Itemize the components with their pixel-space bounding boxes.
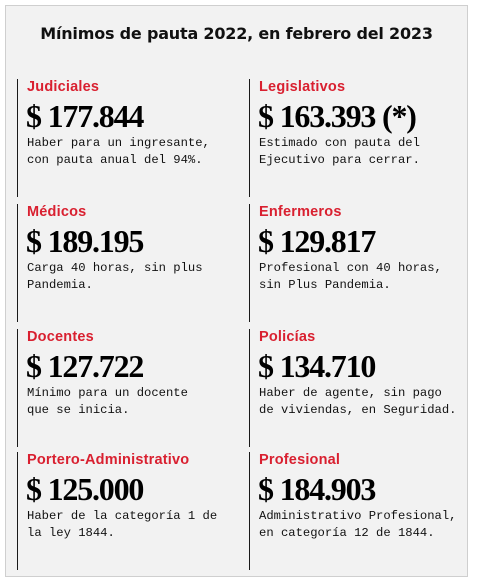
item-label: Médicos: [27, 204, 87, 220]
item-amount: $ 129.817: [258, 223, 376, 259]
divider: [249, 79, 250, 197]
item-description: [27, 260, 237, 293]
desc-line: con pauta anual del 94%.: [27, 152, 203, 167]
desc-line: Estimado con pauta del: [259, 136, 420, 150]
item-label: Policías: [259, 329, 316, 345]
item-portero-administrativo: [17, 452, 227, 570]
item-label: Legislativos: [259, 79, 346, 95]
item-label: Judiciales: [27, 79, 100, 95]
desc-line: en categoría 12 de 1844.: [259, 525, 435, 540]
item-description: [259, 385, 469, 418]
divider: [249, 204, 250, 322]
item-description: [259, 135, 469, 168]
item-label: Enfermeros: [259, 204, 342, 220]
item-label: Portero-Administrativo: [27, 452, 190, 468]
item-label: Profesional: [259, 452, 341, 468]
item-amount: $ 184.903: [258, 471, 376, 507]
item-amount: $ 127.722: [26, 348, 144, 384]
item-amount: $ 134.710: [258, 348, 376, 384]
divider: [17, 452, 18, 570]
desc-line: la ley 1844.: [27, 525, 115, 540]
item-amount: $ 163.393 (*): [258, 98, 416, 134]
item-amount: $ 189.195: [26, 223, 144, 259]
desc-line: Carga 40 horas, sin plus: [27, 261, 203, 275]
item-description: [27, 135, 237, 168]
item-amount: $ 177.844: [26, 98, 144, 134]
desc-line: Haber de la categoría 1 de: [27, 509, 218, 523]
divider: [17, 204, 18, 322]
item-judiciales: [17, 79, 227, 197]
desc-line: Profesional con 40 horas,: [259, 261, 442, 275]
divider: [249, 329, 250, 447]
divider: [17, 79, 18, 197]
item-amount: $ 125.000: [26, 471, 144, 507]
item-docentes: [17, 329, 227, 447]
infographic-card: [5, 5, 468, 577]
desc-line: Pandemia.: [27, 277, 93, 292]
item-medicos: [17, 204, 227, 322]
item-description: [259, 260, 469, 293]
item-description: [259, 508, 469, 541]
item-policias: [249, 329, 459, 447]
item-description: [27, 385, 237, 418]
desc-line: sin Plus Pandemia.: [259, 277, 391, 292]
divider: [249, 452, 250, 570]
desc-line: Haber de agente, sin pago: [259, 386, 442, 400]
desc-line: Administrativo Profesional,: [259, 509, 457, 523]
desc-line: Mínimo para un docente: [27, 386, 188, 400]
desc-line: de viviendas, en Seguridad.: [259, 402, 457, 417]
desc-line: Haber para un ingresante,: [27, 136, 210, 150]
item-legislativos: [249, 79, 459, 197]
item-description: [27, 508, 237, 541]
infographic-title: Mínimos de pauta 2022, en febrero del 2023: [40, 24, 433, 43]
divider: [17, 329, 18, 447]
item-enfermeros: [249, 204, 459, 322]
desc-line: que se inicia.: [27, 402, 130, 417]
desc-line: Ejecutivo para cerrar.: [259, 152, 420, 167]
item-label: Docentes: [27, 329, 94, 345]
item-profesional: [249, 452, 459, 570]
